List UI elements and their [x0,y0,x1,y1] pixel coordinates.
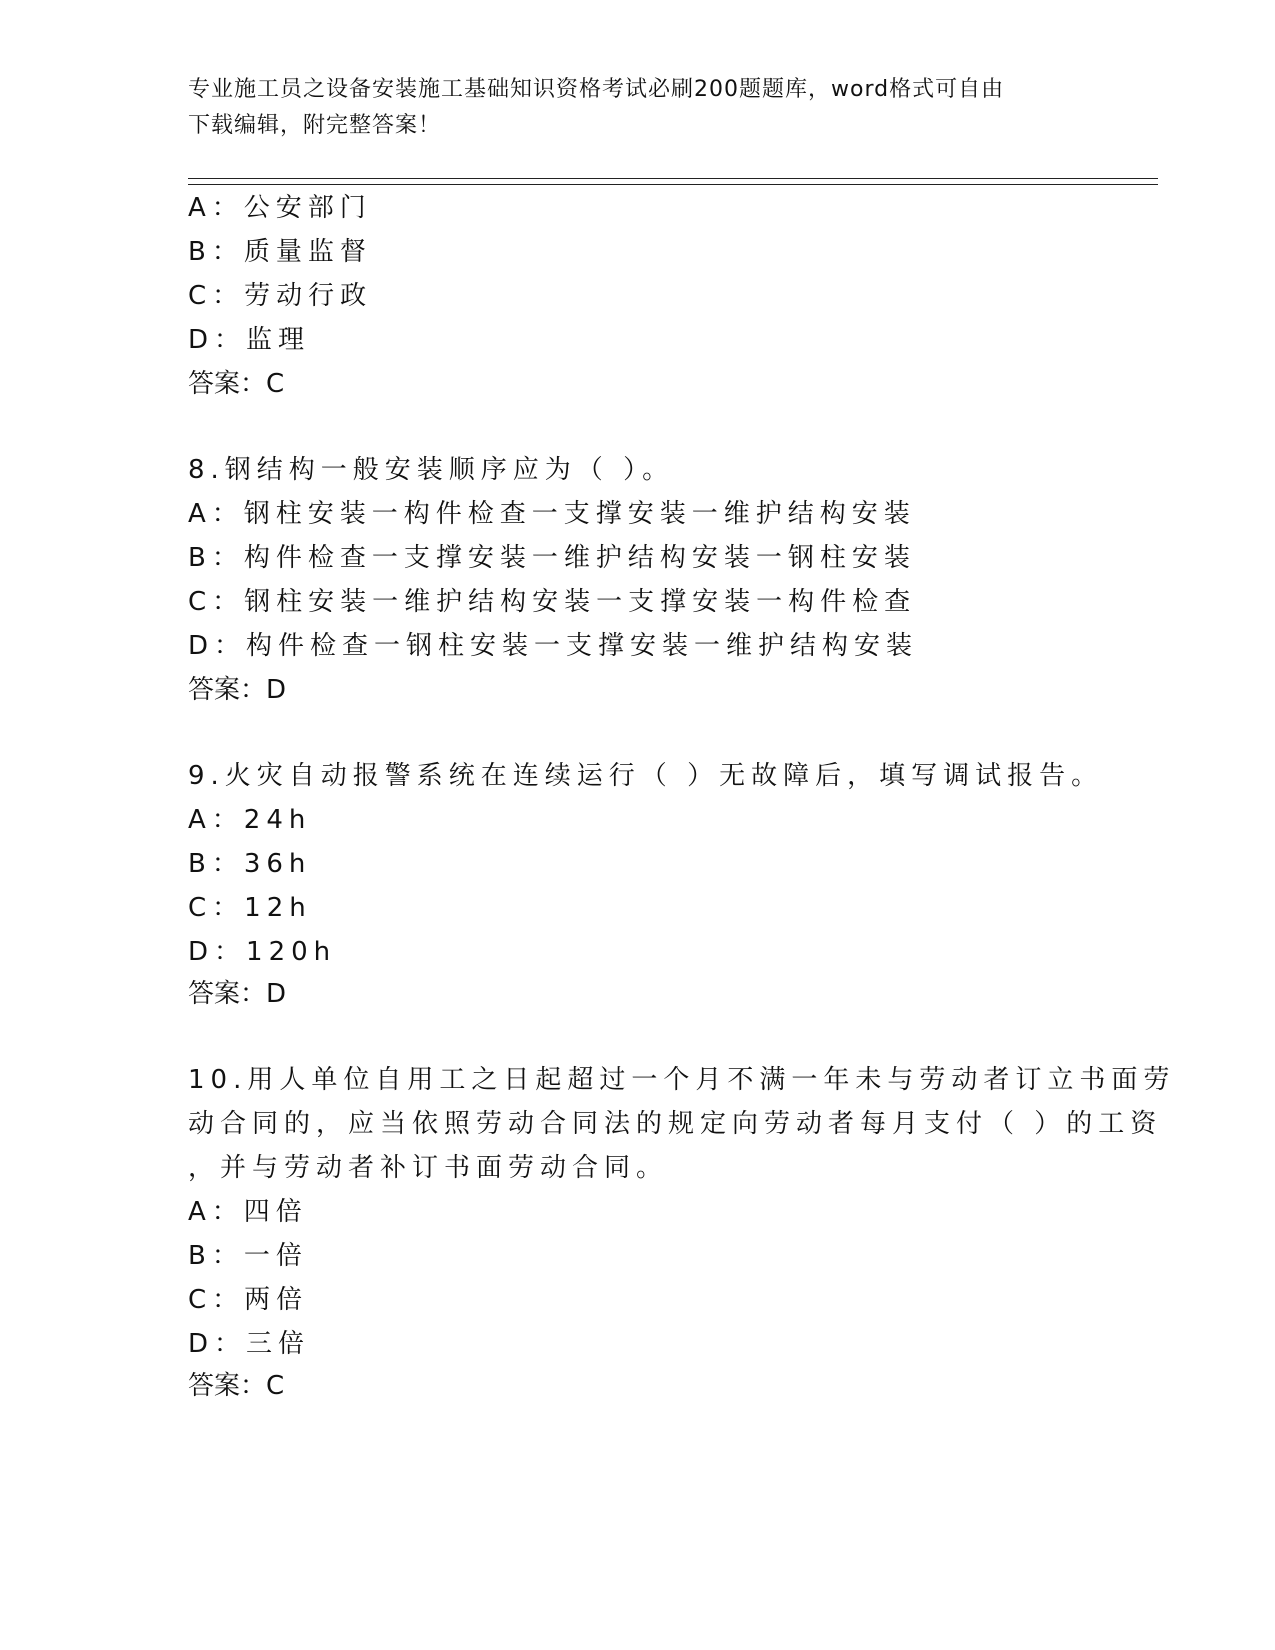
q9-option-b: B：36h [188,849,312,879]
question-9: 9.火灾自动报警系统在连续运行（ ）无故障后，填写调试报告。 [188,761,1104,791]
q10-option-c: C：两倍 [188,1285,309,1315]
q8-option-c: C：钢柱安装一维护结构安装一支撑安装一构件检查 [188,587,917,617]
prev-answer: 答案：C [188,369,285,399]
q9-option-d: D：120h [188,937,337,967]
q10-answer: 答案：C [188,1371,285,1401]
q9-option-a: A：24h [188,805,312,835]
q10-option-a: A：四倍 [188,1197,308,1227]
document-header [188,72,1068,144]
prev-option-a: A：公安部门 [188,193,372,223]
q8-option-a: A：钢柱安装一构件检查一支撑安装一维护结构安装 [188,499,916,529]
question-8: 8.钢结构一般安装顺序应为（ ）。 [188,455,675,485]
question-10-line-3: ，并与劳动者补订书面劳动合同。 [188,1153,669,1183]
q9-option-c: C：12h [188,893,312,923]
q8-answer: 答案：D [188,675,287,705]
q9-answer: 答案：D [188,979,287,1009]
question-10-line-2: 动合同的，应当依照劳动合同法的规定向劳动者每月支付（ ）的工资 [188,1109,1163,1139]
question-10-line-1: 10.用人单位自用工之日起超过一个月不满一年未与劳动者订立书面劳 [188,1065,1176,1095]
prev-option-b: B：质量监督 [188,237,372,267]
q8-option-b: B：构件检查一支撑安装一维护结构安装一钢柱安装 [188,543,916,573]
header-line-1: 专业施工员之设备安装施工基础知识资格考试必刷200题题库，word格式可自由 [188,77,1005,102]
q8-option-d: D：构件检查一钢柱安装一支撑安装一维护结构安装 [188,631,919,661]
q10-option-d: D：三倍 [188,1329,311,1359]
header-divider [188,178,1158,185]
header-line-2: 下载编辑，附完整答案！ [188,113,442,138]
q10-option-b: B：一倍 [188,1241,308,1271]
prev-option-c: C：劳动行政 [188,281,373,311]
prev-option-d: D：监理 [188,325,311,355]
